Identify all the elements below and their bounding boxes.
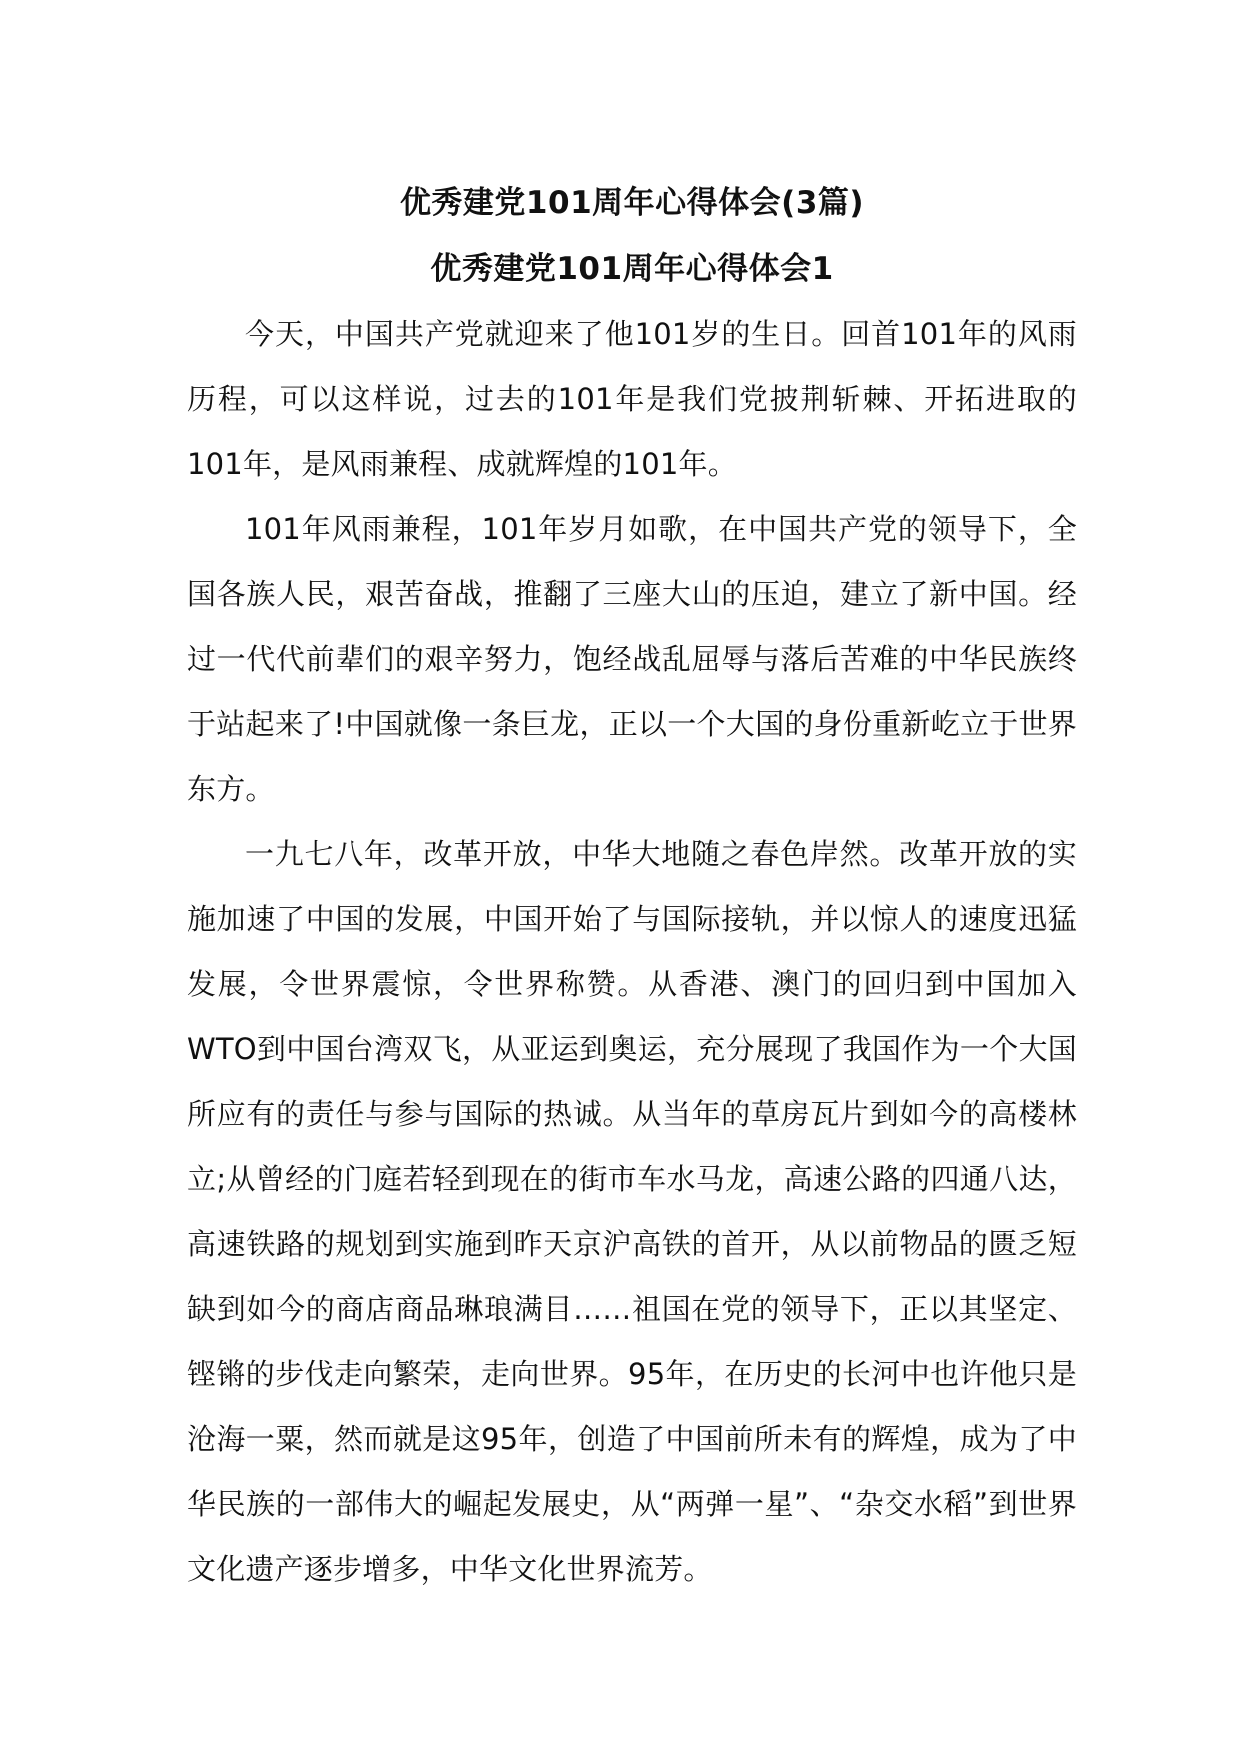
document-title: 优秀建党101周年心得体会(3篇) — [399, 185, 865, 221]
paragraph-2: 101年风雨兼程，101年岁月如歌，在中国共产党的领导下，全国各族人民，艰苦奋战，推翻了三座大山的压迫，建立了新中国。经过一代代前辈们的艰辛努力，饱经战乱屈辱与落后苦难的中华民族终于站起来了!中国就像一条巨龙，正以一个大国的身份重新屹立于世界东方。 — [187, 512, 1077, 806]
section-heading: 优秀建党101周年心得体会1 — [430, 251, 834, 287]
paragraph-3: 一九七八年，改革开放，中华大地随之春色岸然。改革开放的实施加速了中国的发展，中国开始了与国际接轨，并以惊人的速度迅猛发展，令世界震惊，令世界称赞。从香港、澳门的回归到中国加入WTO到中国台湾双飞，从亚运到奥运，充分展现了我国作为一个大国所应有的责任与参与国际的热诚。从当年的草房瓦片到如今的高楼林立;从曾经的门庭若轻到现在的街市车水马龙，高速公路的四通八达，高速铁路的规划到实施到昨天京沪高铁的首开，从以前物品的匮乏短缺到如今的商店商品琳琅满目……祖国在党的领导下，正以其坚定、铿锵的步伐走向繁荣，走向世界。95年，在历史的长河中也许他只是沧海一粟，然而就是这95年，创造了中国前所未有的辉煌，成为了中华民族的一部伟大的崛起发展史，从“两弹一星”、“杂交水稻”到世界文化遗产逐步增多，中华文化世界流芳。 — [187, 837, 1077, 1586]
paragraph-1: 今天，中国共产党就迎来了他101岁的生日。回首101年的风雨历程，可以这样说，过去的101年是我们党披荆斩棘、开拓进取的101年，是风雨兼程、成就辉煌的101年。 — [187, 317, 1077, 481]
document-page — [187, 170, 1077, 1602]
